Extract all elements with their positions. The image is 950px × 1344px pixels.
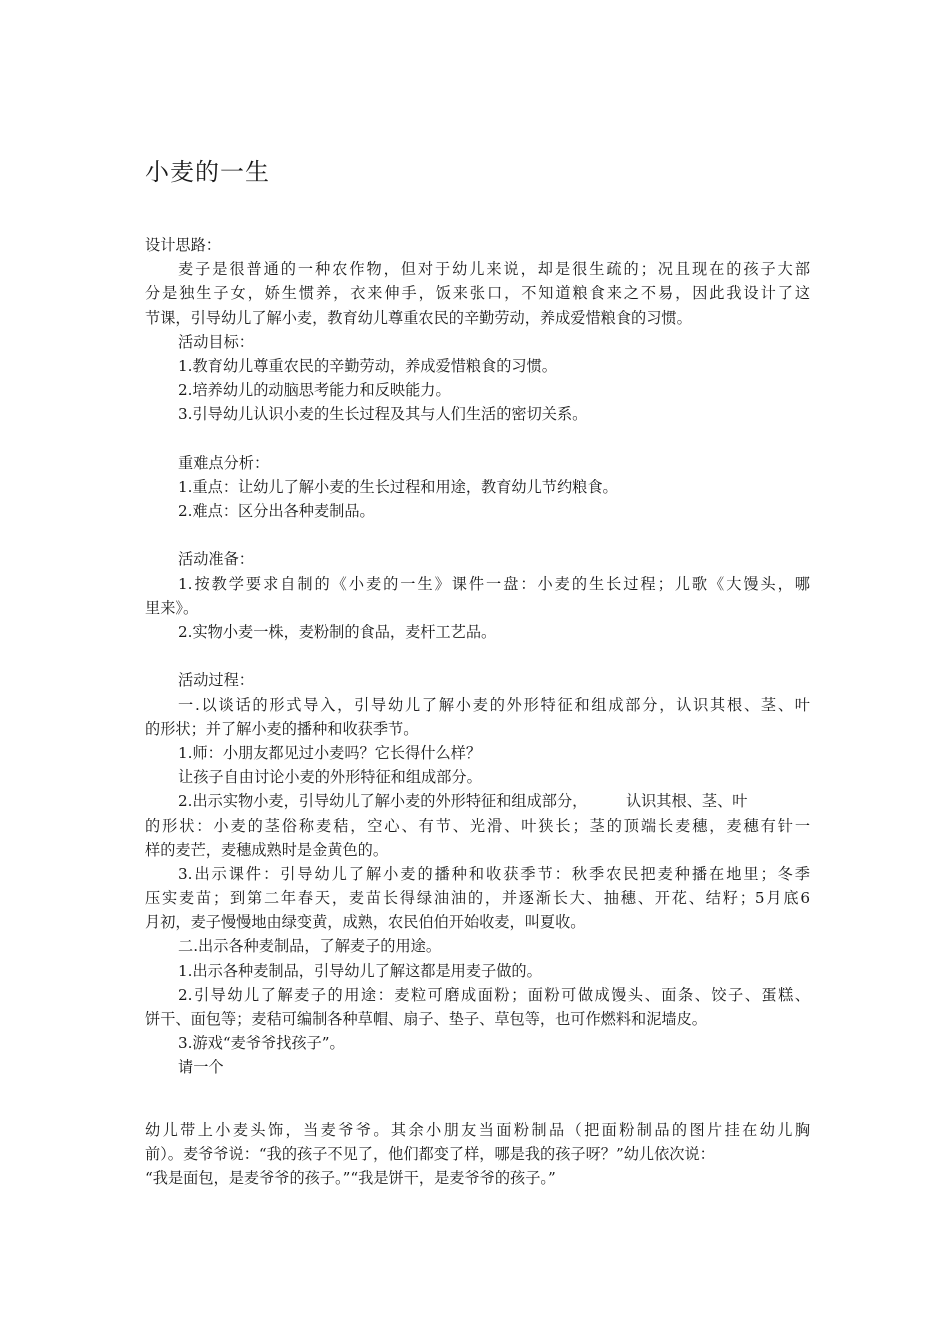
process-step-note: 让孩子自由讨论小麦的外形特征和组成部分。 [178,768,482,787]
process-step-continued: 请一个 [178,1058,224,1077]
preparation-item-continued: 里来》。 [145,598,199,617]
game-description-line: 前）。麦爷爷说：“我的孩子不见了，他们都变了样，哪是我的孩子呀？”幼儿依次说： [145,1144,715,1163]
blank-line [145,523,810,547]
preparation-item: 2.实物小麦一株，麦粉制的食品，麦杆工艺品。 [178,623,497,641]
process-step: 3.游戏“麦爷爷找孩子”。 [178,1034,345,1053]
design-paragraph-line: 麦子是很普通的一种农作物，但对于幼儿来说，却是很生疏的；况且现在的孩子大部 [178,260,810,279]
goal-item: 2.培养幼儿的动脑思考能力和反映能力。 [178,381,451,400]
process-step-continued: 饼干、面包等；麦秸可编制各种草帽、扇子、垫子、草包等，也可作燃料和泥墙皮。 [145,1010,707,1028]
blank-line [145,427,810,451]
process-heading: 活动过程： [178,671,254,690]
blank-line [145,644,810,668]
game-description-line: 幼儿带上小麦头饰，当麦爷爷。其余小朋友当面粉制品（把面粉制品的图片挂在幼儿胸 [145,1120,810,1139]
process-step: 3.出示课件：引导幼儿了解小麦的播种和收获季节：秋季农民把麦种播在地里；冬季 [178,864,810,883]
process-step-continued: 样的麦芒，麦穗成熟时是金黄色的。 [145,840,388,859]
document-body [145,233,810,1190]
design-paragraph-line: 节课，引导幼儿了解小麦，教育幼儿尊重农民的辛勤劳动，养成爱惜粮食的习惯。 [145,308,692,327]
process-part-two: 二.出示各种麦制品，了解麦子的用途。 [178,937,442,956]
goals-heading: 活动目标： [178,332,254,351]
keypoint-item: 2.难点：区分出各种麦制品。 [178,502,375,521]
process-step: 2.引导幼儿了解麦子的用途：麦粒可磨成面粉；面粉可做成馒头、面条、饺子、蛋糕、 [178,985,810,1004]
preparation-item: 1.按教学要求自制的《小麦的一生》课件一盘：小麦的生长过程；儿歌《大馒头，哪 [178,574,810,593]
process-part-one: 一.以谈话的形式导入，引导幼儿了解小麦的外形特征和组成部分，认识其根、茎、叶 [178,695,810,714]
blank-line [145,1080,810,1118]
process-step-continued: 压实麦苗；到第二年春天，麦苗长得绿油油的，并逐渐长大、抽穗、开花、结籽；5月底6 [145,889,810,908]
design-paragraph-line: 分是独生子女，娇生惯养，衣来伸手，饭来张口，不知道粮食来之不易，因此我设计了这 [145,284,810,303]
process-step: 2.出示实物小麦，引导幼儿了解小麦的外形特征和组成部分， 认识其根、茎、叶 [178,792,748,811]
design-heading: 设计思路： [145,236,221,254]
process-step-continued: 的形状：小麦的茎俗称麦秸，空心、有节、光滑、叶狭长；茎的顶端长麦穗，麦穗有针一 [145,816,810,835]
document-title: 小麦的一生 [145,158,270,186]
process-step: 1.师：小朋友都见过小麦吗？它长得什么样？ [178,743,482,762]
process-step: 1.出示各种麦制品，引导幼儿了解这都是用麦子做的。 [178,961,542,980]
preparation-heading: 活动准备： [178,550,254,569]
keypoint-item: 1.重点：让幼儿了解小麦的生长过程和用途，教育幼儿节约粮食。 [178,477,618,496]
goal-item: 1.教育幼儿尊重农民的辛勤劳动，养成爱惜粮食的习惯。 [178,356,557,375]
goal-item: 3.引导幼儿认识小麦的生长过程及其与人们生活的密切关系。 [178,405,588,424]
game-description-line: “我是面包，是麦爷爷的孩子。”“我是饼干，是麦爷爷的孩子。” [145,1168,556,1187]
keypoints-heading: 重难点分析： [178,453,270,472]
process-part-one-continued: 的形状；并了解小麦的播种和收获季节。 [145,719,419,738]
process-step-continued: 月初，麦子慢慢地由绿变黄，成熟，农民伯伯开始收麦，叫夏收。 [145,913,586,932]
